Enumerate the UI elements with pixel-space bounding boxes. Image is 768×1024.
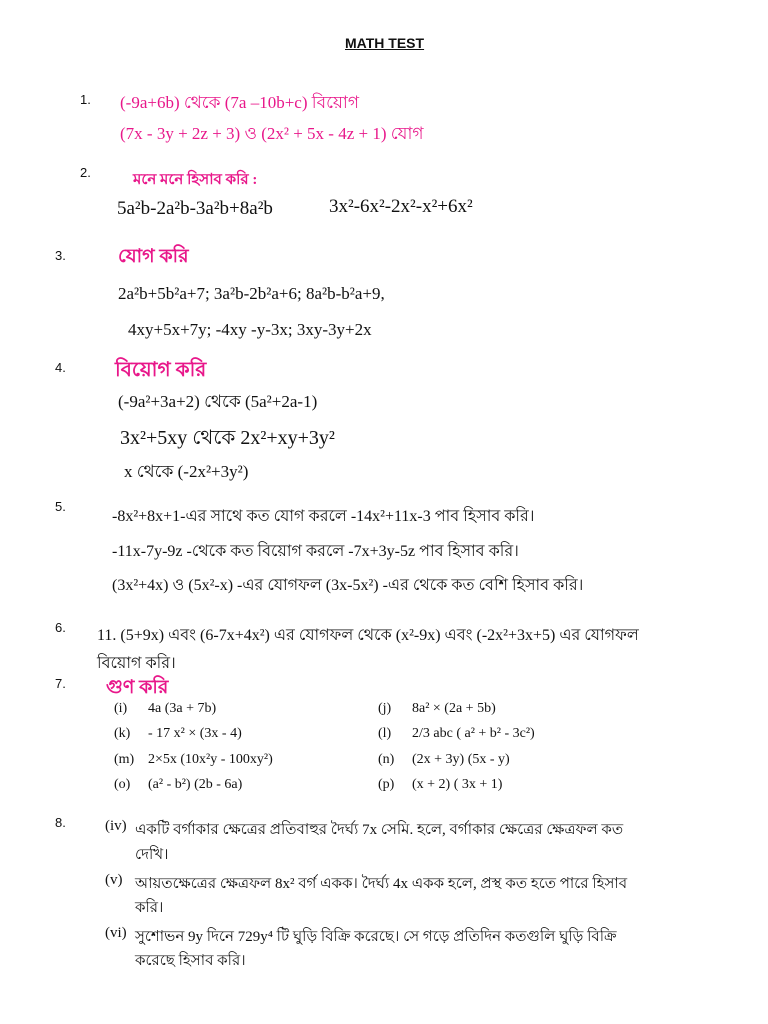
item-expression: (x + 2) ( 3x + 1) — [412, 777, 503, 792]
item-expression: (2x + 3y) (5x - y) — [412, 752, 510, 767]
q2-heading: মনে মনে হিসাব করি : — [133, 172, 258, 188]
item-expression: (a² - b²) (2b - 6a) — [148, 777, 243, 792]
q2-expression: 5a²b-2a²b-3a²b+8a²b — [117, 198, 273, 219]
question-number: 8. — [55, 815, 66, 830]
item-label: (vi) — [105, 925, 127, 941]
q8-line: একটি বর্গাকার ক্ষেত্রের প্রতিবাহুর দৈর্ঘ্য 7x সেমি. হলে, বর্গাকার ক্ষেত্রের ক্ষেত্রফল কত — [135, 822, 624, 838]
item-expression: 2×5x (10x²y - 100xy²) — [148, 752, 273, 767]
q4-line: x থেকে (-2x²+3y²) — [124, 462, 249, 481]
question-number: 3. — [55, 248, 66, 263]
page-title: MATH TEST — [345, 35, 425, 51]
item-label: (o) — [114, 777, 131, 792]
q3-line: 2a²b+5b²a+7; 3a²b-2b²a+6; 8a²b-b²a+9, — [118, 284, 385, 303]
item-label: (iv) — [105, 818, 127, 834]
q1-line: (7x - 3y + 2z + 3) ও (2x² + 5x - 4z + 1) যোগ — [120, 124, 424, 143]
item-expression: - 17 x² × (3x - 4) — [148, 726, 242, 741]
q8-line: করি। — [135, 900, 164, 916]
q8-line: করেছে হিসাব করি। — [135, 953, 246, 969]
item-label: (j) — [378, 701, 392, 716]
q3-line: 4xy+5x+7y; -4xy -y-3x; 3xy-3y+2x — [128, 320, 372, 339]
q7-heading: গুণ করি — [106, 677, 169, 698]
q8-line: সুশোভন 9y দিনে 729y⁴ টি ঘুড়ি বিক্রি করেছে। সে গড়ে প্রতিদিন কতগুলি ঘুড়ি বিক্রি — [135, 929, 617, 945]
question-number: 5. — [55, 499, 66, 514]
item-label: (i) — [114, 701, 128, 716]
q4-line: (-9a²+3a+2) থেকে (5a²+2a-1) — [118, 392, 318, 411]
question-number: 2. — [80, 165, 91, 180]
item-expression: 4a (3a + 7b) — [148, 701, 217, 716]
q5-line: -8x²+8x+1-এর সাথে কত যোগ করলে -14x²+11x-3 পাব হিসাব করি। — [112, 508, 535, 525]
q2-expression: 3x²-6x²-2x²-x²+6x² — [329, 196, 473, 217]
q5-line: (3x²+4x) ও (5x²-x) -এর যোগফল (3x-5x²) -এর থেকে কত বেশি হিসাব করি। — [112, 577, 584, 594]
item-label: (p) — [378, 777, 395, 792]
question-number: 7. — [55, 676, 66, 691]
question-number: 4. — [55, 360, 66, 375]
q1-line: (-9a+6b) থেকে (7a –10b+c) বিয়োগ — [120, 93, 359, 112]
item-expression: 2/3 abc ( a² + b² - 3c²) — [412, 726, 535, 741]
q6-line: বিয়োগ করি। — [97, 655, 176, 672]
question-number: 1. — [80, 92, 91, 107]
q6-line: 11. (5+9x) এবং (6-7x+4x²) এর যোগফল থেকে (x²-9x) এবং (-2x²+3x+5) এর যোগফল — [97, 627, 639, 644]
item-label: (m) — [114, 752, 135, 767]
item-label: (k) — [114, 726, 131, 741]
q3-heading: যোগ করি — [118, 246, 189, 267]
q4-line: 3x²+5xy থেকে 2x²+xy+3y² — [120, 427, 335, 449]
item-label: (v) — [105, 872, 123, 888]
q4-heading: বিয়োগ করি — [115, 359, 207, 381]
item-expression: 8a² × (2a + 5b) — [412, 701, 496, 716]
question-number: 6. — [55, 620, 66, 635]
q8-line: আয়তক্ষেত্রের ক্ষেত্রফল 8x² বর্গ একক। দৈর্ঘ্য 4x একক হলে, প্রস্থ কত হতে পারে হিসাব — [135, 876, 628, 892]
q8-line: দেখি। — [135, 847, 169, 863]
item-label: (l) — [378, 726, 392, 741]
q5-line: -11x-7y-9z -থেকে কত বিয়োগ করলে -7x+3y-5z পাব হিসাব করি। — [112, 543, 519, 560]
item-label: (n) — [378, 752, 395, 767]
